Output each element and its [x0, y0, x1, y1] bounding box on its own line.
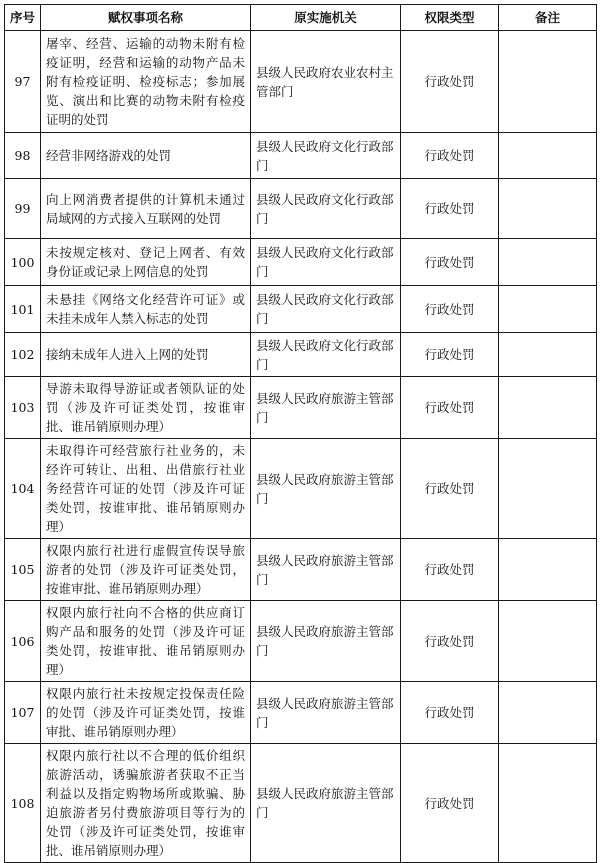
cell-type: 行政处罚 — [401, 377, 499, 439]
cell-no: 99 — [5, 179, 41, 239]
cell-type: 行政处罚 — [401, 31, 499, 133]
cell-type: 行政处罚 — [401, 682, 499, 744]
cell-type: 行政处罚 — [401, 744, 499, 863]
table-row — [5, 31, 597, 133]
cell-name: 权限内旅行社向不合格的供应商订购产品和服务的处罚（涉及许可证类处罚，按谁审批、谁吊销原则办理） — [41, 601, 251, 682]
cell-name: 权限内旅行社以不合理的低价组织旅游活动，诱骗旅游者获取不正当利益以及指定购物场所或欺骗、胁迫旅游者另付费旅游项目等行为的处罚（涉及许可证类处罚，按谁审批、谁吊销原则办理） — [41, 744, 251, 863]
cell-agency: 县级人民政府旅游主管部门 — [251, 539, 401, 601]
cell-no: 98 — [5, 133, 41, 179]
cell-name: 未悬挂《网络文化经营许可证》或未挂未成年人禁入标志的处罚 — [41, 286, 251, 333]
cell-note — [499, 682, 597, 744]
cell-name: 权限内旅行社进行虚假宣传误导旅游者的处罚（涉及许可证类处罚，按谁审批、谁吊销原则办理） — [41, 539, 251, 601]
cell-note — [499, 31, 597, 133]
cell-type: 行政处罚 — [401, 179, 499, 239]
cell-no: 101 — [5, 286, 41, 333]
authority-table — [4, 4, 597, 863]
cell-agency: 县级人民政府文化行政部门 — [251, 239, 401, 286]
cell-name: 接纳未成年人进入上网的处罚 — [41, 333, 251, 377]
cell-note — [499, 601, 597, 682]
header-note: 备注 — [499, 5, 597, 31]
cell-note — [499, 239, 597, 286]
table-row — [5, 682, 597, 744]
cell-no: 102 — [5, 333, 41, 377]
header-no: 序号 — [5, 5, 41, 31]
table-row — [5, 377, 597, 439]
header-agency: 原实施机关 — [251, 5, 401, 31]
table-row — [5, 179, 597, 239]
cell-agency: 县级人民政府旅游主管部门 — [251, 439, 401, 539]
cell-name: 导游未取得导游证或者领队证的处罚（涉及许可证类处罚，按谁审批、谁吊销原则办理） — [41, 377, 251, 439]
table-row — [5, 539, 597, 601]
cell-name: 经营非网络游戏的处罚 — [41, 133, 251, 179]
cell-agency: 县级人民政府文化行政部门 — [251, 133, 401, 179]
cell-type: 行政处罚 — [401, 239, 499, 286]
header-name: 赋权事项名称 — [41, 5, 251, 31]
cell-agency: 县级人民政府旅游主管部门 — [251, 682, 401, 744]
table-row — [5, 133, 597, 179]
cell-no: 103 — [5, 377, 41, 439]
cell-type: 行政处罚 — [401, 539, 499, 601]
cell-type: 行政处罚 — [401, 601, 499, 682]
cell-no: 104 — [5, 439, 41, 539]
cell-note — [499, 744, 597, 863]
cell-note — [499, 439, 597, 539]
table-row — [5, 333, 597, 377]
header-row — [5, 5, 597, 31]
cell-agency: 县级人民政府文化行政部门 — [251, 179, 401, 239]
table-row — [5, 744, 597, 863]
cell-no: 105 — [5, 539, 41, 601]
cell-note — [499, 179, 597, 239]
cell-note — [499, 286, 597, 333]
table-row — [5, 239, 597, 286]
cell-agency: 县级人民政府旅游主管部门 — [251, 601, 401, 682]
table-row — [5, 286, 597, 333]
cell-note — [499, 133, 597, 179]
cell-type: 行政处罚 — [401, 133, 499, 179]
cell-no: 100 — [5, 239, 41, 286]
cell-name: 未按规定核对、登记上网者、有效身份证或记录上网信息的处罚 — [41, 239, 251, 286]
cell-no: 107 — [5, 682, 41, 744]
cell-agency: 县级人民政府文化行政部门 — [251, 286, 401, 333]
cell-agency: 县级人民政府旅游主管部门 — [251, 744, 401, 863]
cell-name: 未取得许可经营旅行社业务的，未经许可转让、出租、出借旅行社业务经营许可证的处罚（涉及许可证类处罚，按谁审批、谁吊销原则办理） — [41, 439, 251, 539]
table-row — [5, 439, 597, 539]
cell-note — [499, 539, 597, 601]
cell-type: 行政处罚 — [401, 286, 499, 333]
cell-agency: 县级人民政府旅游主管部门 — [251, 377, 401, 439]
cell-note — [499, 377, 597, 439]
cell-note — [499, 333, 597, 377]
table-row — [5, 601, 597, 682]
cell-agency: 县级人民政府农业农村主管部门 — [251, 31, 401, 133]
cell-name: 屠宰、经营、运输的动物未附有检疫证明，经营和运输的动物产品未附有检疫证明、检疫标志；参加展览、演出和比赛的动物未附有检疫证明的处罚 — [41, 31, 251, 133]
cell-name: 向上网消费者提供的计算机未通过局域网的方式接入互联网的处罚 — [41, 179, 251, 239]
cell-no: 108 — [5, 744, 41, 863]
cell-agency: 县级人民政府文化行政部门 — [251, 333, 401, 377]
cell-no: 97 — [5, 31, 41, 133]
header-type: 权限类型 — [401, 5, 499, 31]
cell-type: 行政处罚 — [401, 439, 499, 539]
cell-no: 106 — [5, 601, 41, 682]
cell-type: 行政处罚 — [401, 333, 499, 377]
cell-name: 权限内旅行社未按规定投保责任险的处罚（涉及许可证类处罚，按谁审批、谁吊销原则办理） — [41, 682, 251, 744]
